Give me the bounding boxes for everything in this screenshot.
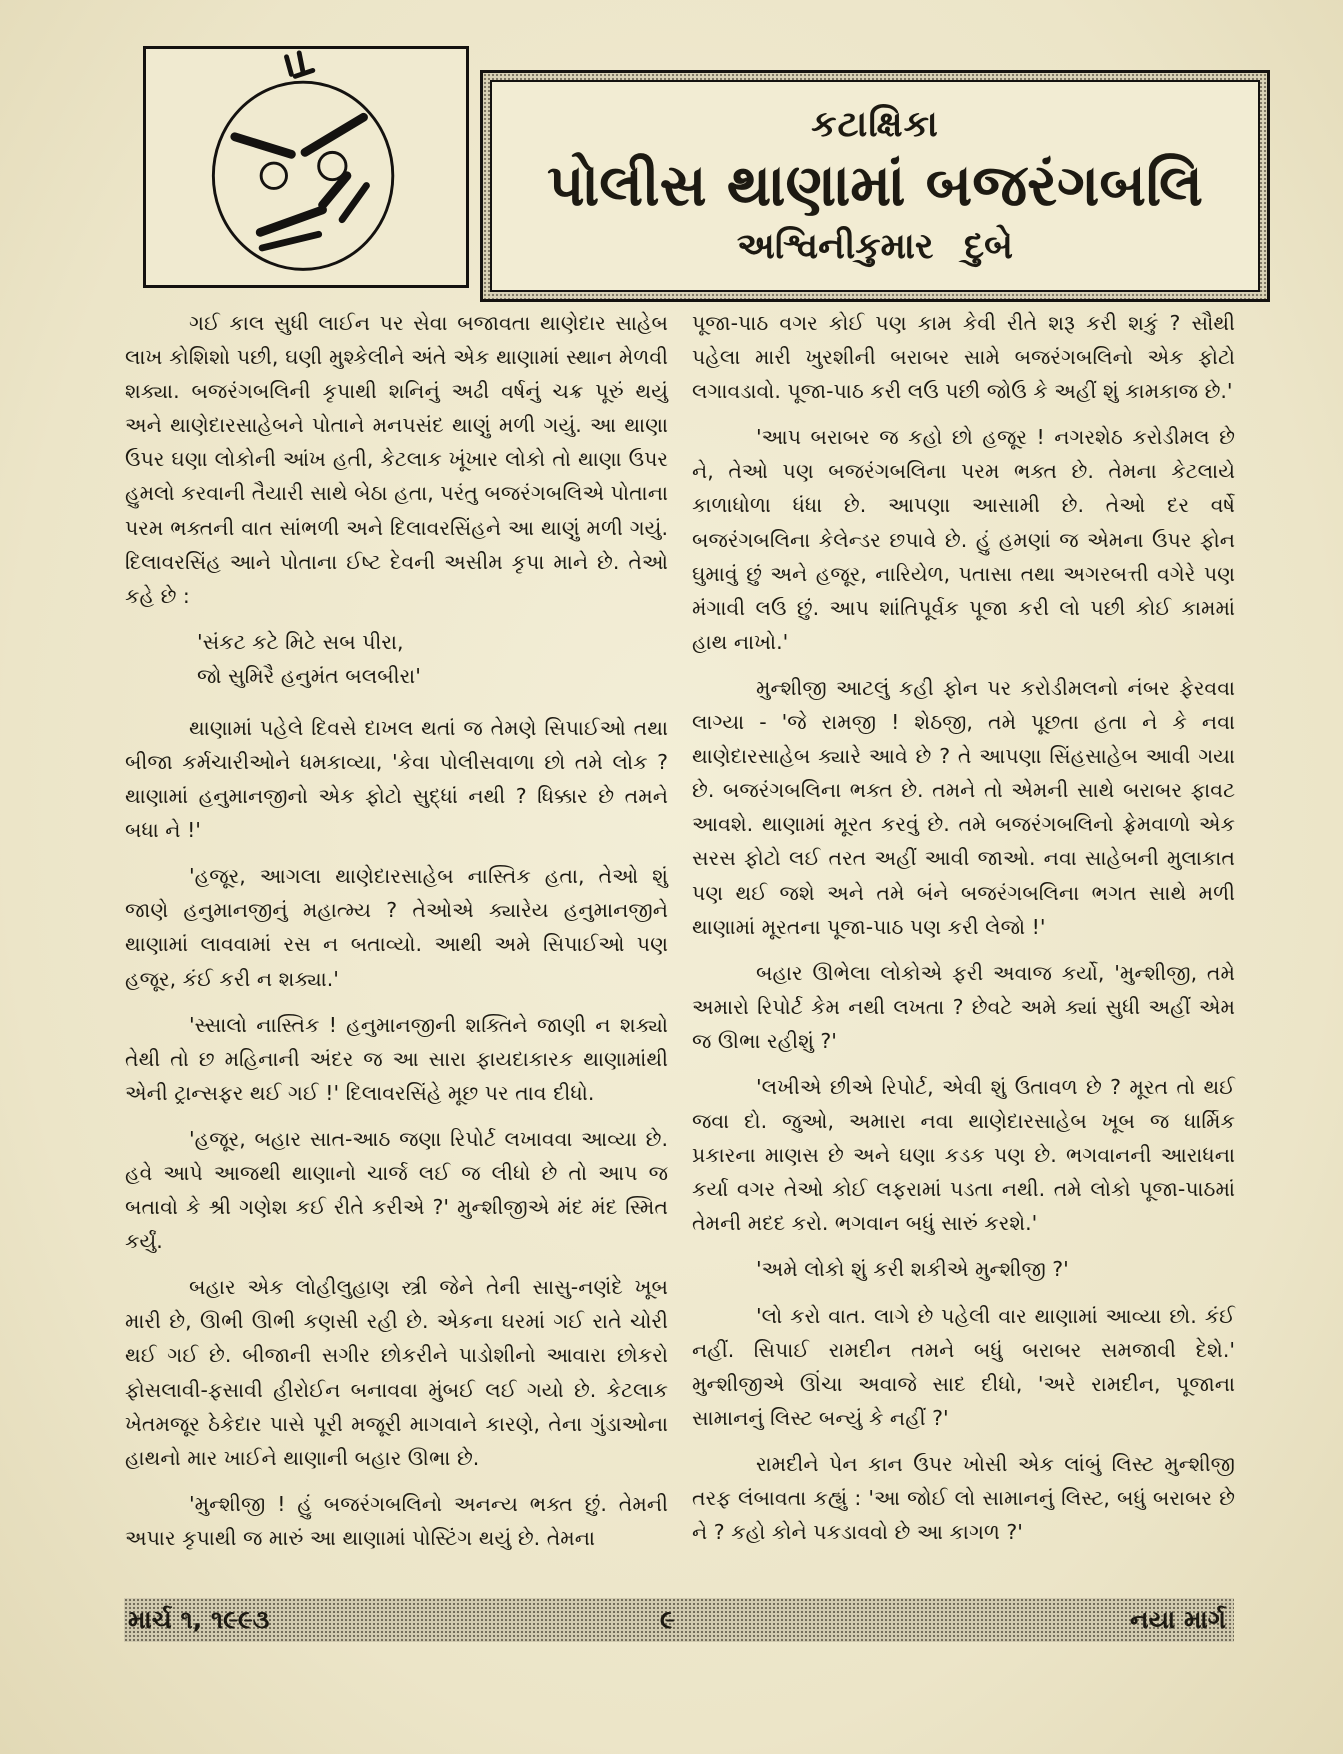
paragraph: 'લખીએ છીએ રિપોર્ટ, એવી શું ઉતાવળ છે ? મૂરત તો થઈ જવા દો. જુઓ, અમારા નવા થાણેદારસાહેબ ખૂબ જ ધાર્મિક પ્રકારના માણસ છે અને ઘણા કડક પણ છે. ભગવાનની આરાધના કર્યા વગર તેઓ કોઈ લફરામાં પડતા નથી. તમે લોકો પૂજા-પાઠમાં તેમની મદદ કરો. ભગવાન બધું સારું કરશે.' [692, 1074, 1235, 1236]
paragraph: 'અમે લોકો શું કરી શકીએ મુન્શીજી ?' [756, 1257, 1069, 1282]
paragraph: 'હજૂર, બહાર સાત-આઠ જણા રિપોર્ટ લખાવવા આવ્યા છે. હવે આપે આજથી થાણાનો ચાર્જ લઈ જ લીધો છે તો આપ જ બતાવો કે શ્રી ગણેશ કઈ રીતે કરીએ ?' મુન્શીજીએ મંદ મંદ સ્મિત કર્યું. [125, 1126, 668, 1254]
poem-line: જો સુમિરૈ હનુમંત બલબીરા' [197, 663, 421, 688]
paragraph: બહાર એક લોહીલુહાણ સ્ત્રી જેને તેની સાસુ-નણંદે ખૂબ મારી છે, ઊભી ઊભી કણસી રહી છે. એકના ઘરમાં ગઈ રાતે ચોરી થઈ ગઈ છે. બીજાની સગીર છોકરીને પાડોશીનો આવારા છોકરો ફોસલાવી-ફસાવી હીરોઈન બનાવવા મુંબઈ લઈ ગયો છે. કેટલાક ખેતમજૂર ઠેકેદાર પાસે પૂરી મજૂરી માગવાને કારણે, તેના ગુંડાઓના હાથનો માર ખાઈને થાણાની બહાર ઊભા છે. [125, 1275, 668, 1470]
magazine-name: નયા માર્ગ [1130, 1605, 1226, 1634]
article-title: પોલીસ થાણામાં બજરંગબલિ [547, 150, 1203, 219]
column-logo [143, 46, 469, 288]
paragraph: 'મુન્શીજી ! હું બજરંગબલિનો અનન્ય ભક્ત છું. તેમની અપાર કૃપાથી જ મારું આ થાણામાં પોસ્ટિંગ થયું છે. તેમના [125, 1491, 668, 1550]
paragraph: મુન્શીજી આટલું કહી ફોન પર કરોડીમલનો નંબર ફેરવવા લાગ્યા - 'જે રામજી ! શેઠજી, તમે પૂછતા હતા ને કે નવા થાણેદારસાહેબ ક્યારે આવે છે ? તે આપણા સિંહસાહેબ આવી ગયા છે. બજરંગબલિના ભક્ત છે. તમને તો એમની સાથે બરાબર ફાવટ આવશે. થાણામાં મૂરત કરવું છે. તમે બજરંગબલિનો ફ્રેમવાળો એક સરસ ફોટો લઈ તરત અહીં આવી જાઓ. નવા સાહેબની મુલાકાત પણ થઈ જશે અને તમે બંને બજરંગબલિના ભગત સાથે મળી થાણામાં મૂરતના પૂજા-પાઠ પણ કરી લેજો !' [692, 675, 1235, 939]
title-inner [490, 80, 1260, 292]
poem-quote [125, 625, 668, 693]
paragraph: બહાર ઊભેલા લોકોએ ફરી અવાજ કર્યો, 'મુન્શીજી, તમે અમારો રિપોર્ટ કેમ નથી લખતા ? છેવટે અમે ક્યાં સુધી અહીં એમ જ ઊભા રહીશું ?' [692, 960, 1235, 1053]
right-column [692, 306, 1235, 1561]
page-footer [124, 1598, 1234, 1642]
paragraph: રામદીને પેન કાન ઉપર ખોસી એક લાંબું લિસ્ટ મુન્શીજી તરફ લંબાવતા કહ્યું : 'આ જોઈ લો સામાનનું લિસ્ટ, બધું બરાબર છે ને ? કહો કોને પકડાવવો છે આ કાગળ ?' [692, 1451, 1235, 1545]
paragraph: 'સ્સાલો નાસ્તિક ! હનુમાનજીની શક્તિને જાણી ન શક્યો તેથી તો છ મહિનાની અંદર જ આ સારા ફાયદાકારક થાણામાંથી એની ટ્રાન્સફર થઈ ગઈ !' દિલાવરસિંહે મૂછ પર તાવ દીધો. [125, 1012, 668, 1105]
author-byline: અશ્વિનીકુમાર દુબે [736, 226, 1014, 268]
poem-line: 'સંકટ કટે મિટે સબ પીરા, [197, 629, 404, 654]
paragraph: પૂજા-પાઠ વગર કોઈ પણ કામ કેવી રીતે શરૂ કરી શકું ? સૌથી પહેલા મારી ખુરશીની બરાબર સામે બજરંગબલિનો એક ફોટો લગાવડાવો. પૂજા-પાઠ કરી લઉ પછી જોઉ કે અહીં શું કામકાજ છે.' [692, 311, 1235, 404]
page-number: ૯ [660, 1605, 675, 1634]
paragraph: થાણામાં પહેલે દિવસે દાખલ થતાં જ તેમણે સિપાઈઓ તથા બીજા કર્મચારીઓને ધમકાવ્યા, 'કેવા પોલીસવાળા છો તમે લોક ? થાણામાં હનુમાનજીનો એક ફોટો સુદ્ધાં નથી ? ધિક્કાર છે તમને બધા ને !' [125, 715, 668, 843]
title-box [480, 70, 1270, 302]
paragraph: 'લો કરો વાત. લાગે છે પહેલી વાર થાણામાં આવ્યા છો. કંઈ નહીં. સિપાઈ રામદીન તમને બધું બરાબર સમજાવી દેશે.' મુન્શીજીએ ઊંચા અવાજે સાદ દીધો, 'અરે રામદીન, પૂજાના સામાનનું લિસ્ટ બન્યું કે નહીં ?' [692, 1303, 1235, 1430]
paragraph: 'આપ બરાબર જ કહો છો હજૂર ! નગરશેઠ કરોડીમલ છે ને, તેઓ પણ બજરંગબલિના પરમ ભક્ત છે. તેમના કેટલાયે કાળાધોળા ધંધા છે. આપણા આસામી છે. તેઓ દર વર્ષે બજરંગબલિના કેલેન્ડર છપાવે છે. હું હમણાં જ એમના ઉપર ફોન ઘુમાવું છું અને હજૂર, નારિયેળ, પતાસા તથા અગરબત્તી વગેરે પણ મંગાવી લઉ છું. આપ શાંતિપૂર્વક પૂજા કરી લો પછી કોઈ કામમાં હાથ નાખો.' [692, 425, 1235, 654]
column-kicker: કટાક્ષિકા [811, 103, 939, 145]
left-column [125, 306, 668, 1567]
paragraph: ગઈ કાલ સુધી લાઈન પર સેવા બજાવતા થાણેદાર સાહેબ લાખ કોશિશો પછી, ઘણી મુશ્કેલીને અંતે એક થાણામાં સ્થાન મેળવી શક્યા. બજરંગબલિની કૃપાથી શનિનું અઢી વર્ષનું ચક્ર પૂરું થયું અને થાણેદારસાહેબને પોતાને મનપસંદ થાણું મળી ગયું. આ થાણા ઉપર ઘણા લોકોની આંખ હતી, કેટલાક ખૂંખાર લોકો તો થાણા ઉપર હુમલો કરવાની તૈયારી સાથે બેઠા હતા, પરંતુ બજરંગબલિએ પોતાના પરમ ભક્તની વાત સાંભળી અને દિલાવરસિંહને આ થાણું મળી ગયું. દિલાવરસિંહ આને પોતાના ઈષ્ટ દેવની અસીમ કૃપા માને છે. તેઓ કહે છે : [125, 311, 668, 608]
paragraph: 'હજૂર, આગલા થાણેદારસાહેબ નાસ્તિક હતા, તેઓ શું જાણે હનુમાનજીનું મહાત્મ્ય ? તેઓએ ક્યારેય હનુમાનજીને થાણામાં લાવવામાં રસ ન બતાવ્યો. આથી અમે સિપાઈઓ પણ હજૂર, કંઈ કરી ન શક્યા.' [125, 864, 668, 991]
caricature-face-logo-icon [146, 49, 466, 285]
issue-date: માર્ચ ૧, ૧૯૯૩ [128, 1605, 270, 1634]
